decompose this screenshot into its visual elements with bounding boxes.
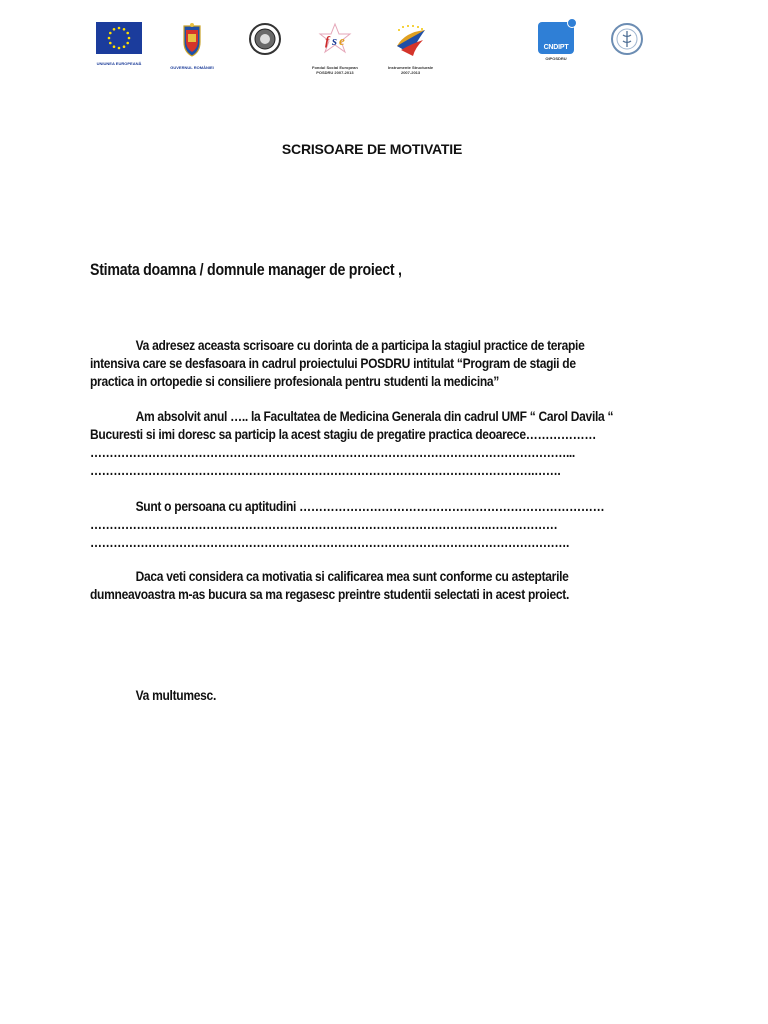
svg-text:e: e: [338, 33, 345, 48]
closing: [90, 686, 640, 704]
structural-instruments-icon: [391, 22, 431, 58]
umf-seal-icon: [610, 22, 644, 56]
cndipt-logo: [538, 22, 574, 61]
blank-fill-line: ………………………………………………………………………………………….………………: [90, 516, 558, 532]
text-line: Am absolvit anul ….. la Facultatea de Medicina Generala din cadrul UMF “ Carol Davila “: [135, 408, 614, 424]
text-line: intensiva care se desfasoara in cadrul proiectului POSDRU intitulat “Program de stagii de: [90, 355, 576, 371]
cndipt-dot-icon: [567, 18, 577, 28]
text-line: Daca veti considera ca motivatia si calificarea mea sunt conforme cu asteptarile: [135, 568, 569, 584]
ministry-seal-icon: [248, 22, 282, 56]
document-title: SCRISOARE DE MOTIVATIE: [281, 141, 463, 157]
paragraph-background: [90, 407, 640, 479]
eu-flag-icon: [96, 22, 142, 54]
text-line: Sunt o persoana cu aptitudini ……………………………………………………………………: [135, 498, 605, 514]
logo-header: [0, 0, 768, 90]
text-line: dumneavoastra m-as bucura sa ma regasesc preintre studentii selectati in acest proiect.: [90, 586, 570, 602]
logo-caption: Instrumente Structurale: [388, 65, 434, 70]
salutation: Stimata doamna / domnule manager de proiect ,: [90, 261, 402, 279]
eu-flag-logo: [96, 22, 142, 66]
logo-caption: UNIUNEA EUROPEANĂ: [96, 61, 142, 66]
ministry-seal-logo: [248, 22, 282, 61]
umf-seal-logo: [610, 22, 644, 61]
logo-caption: OIPOSDRU: [545, 56, 567, 61]
romania-coat-of-arms-logo: [170, 22, 214, 70]
logo-caption: POSDRU 2007-2013: [316, 70, 354, 75]
svg-text:f: f: [324, 33, 330, 48]
text-line: practica in ortopedie si consiliere profesionala pentru studenti la medicina”: [90, 373, 500, 389]
closing-line: Va multumesc.: [135, 687, 216, 703]
blank-fill-line: …………………………………………………………………………………………………………….: [90, 534, 569, 550]
text-line: Bucuresti si imi doresc sa particip la acest stagiu de pregatire practica deoarece………………: [90, 426, 597, 442]
fse-logo: [312, 22, 358, 75]
paragraph-conclusion: [90, 567, 640, 603]
fse-star-icon: [313, 22, 357, 58]
blank-fill-line: ……………………………………………………………………………………………………………...: [90, 444, 575, 460]
logo-caption: 2007-2013: [400, 70, 421, 75]
paragraph-aptitudes: [90, 497, 640, 551]
structural-instruments-logo: [388, 22, 433, 75]
blank-fill-line: …………………………………………………………………………………………………….…….: [90, 462, 561, 478]
coat-of-arms-icon: [170, 22, 214, 58]
svg-text:s: s: [331, 33, 337, 48]
cndipt-label: CNDIPT: [543, 44, 569, 51]
logo-caption: GUVERNUL ROMÂNIEI: [170, 65, 214, 70]
cndipt-badge: [538, 22, 574, 54]
text-line: Va adresez aceasta scrisoare cu dorinta de a participa la stagiul practice de terapie: [135, 337, 585, 353]
paragraph-intent: [90, 336, 640, 390]
logo-caption: Fondul Social European: [312, 65, 358, 70]
